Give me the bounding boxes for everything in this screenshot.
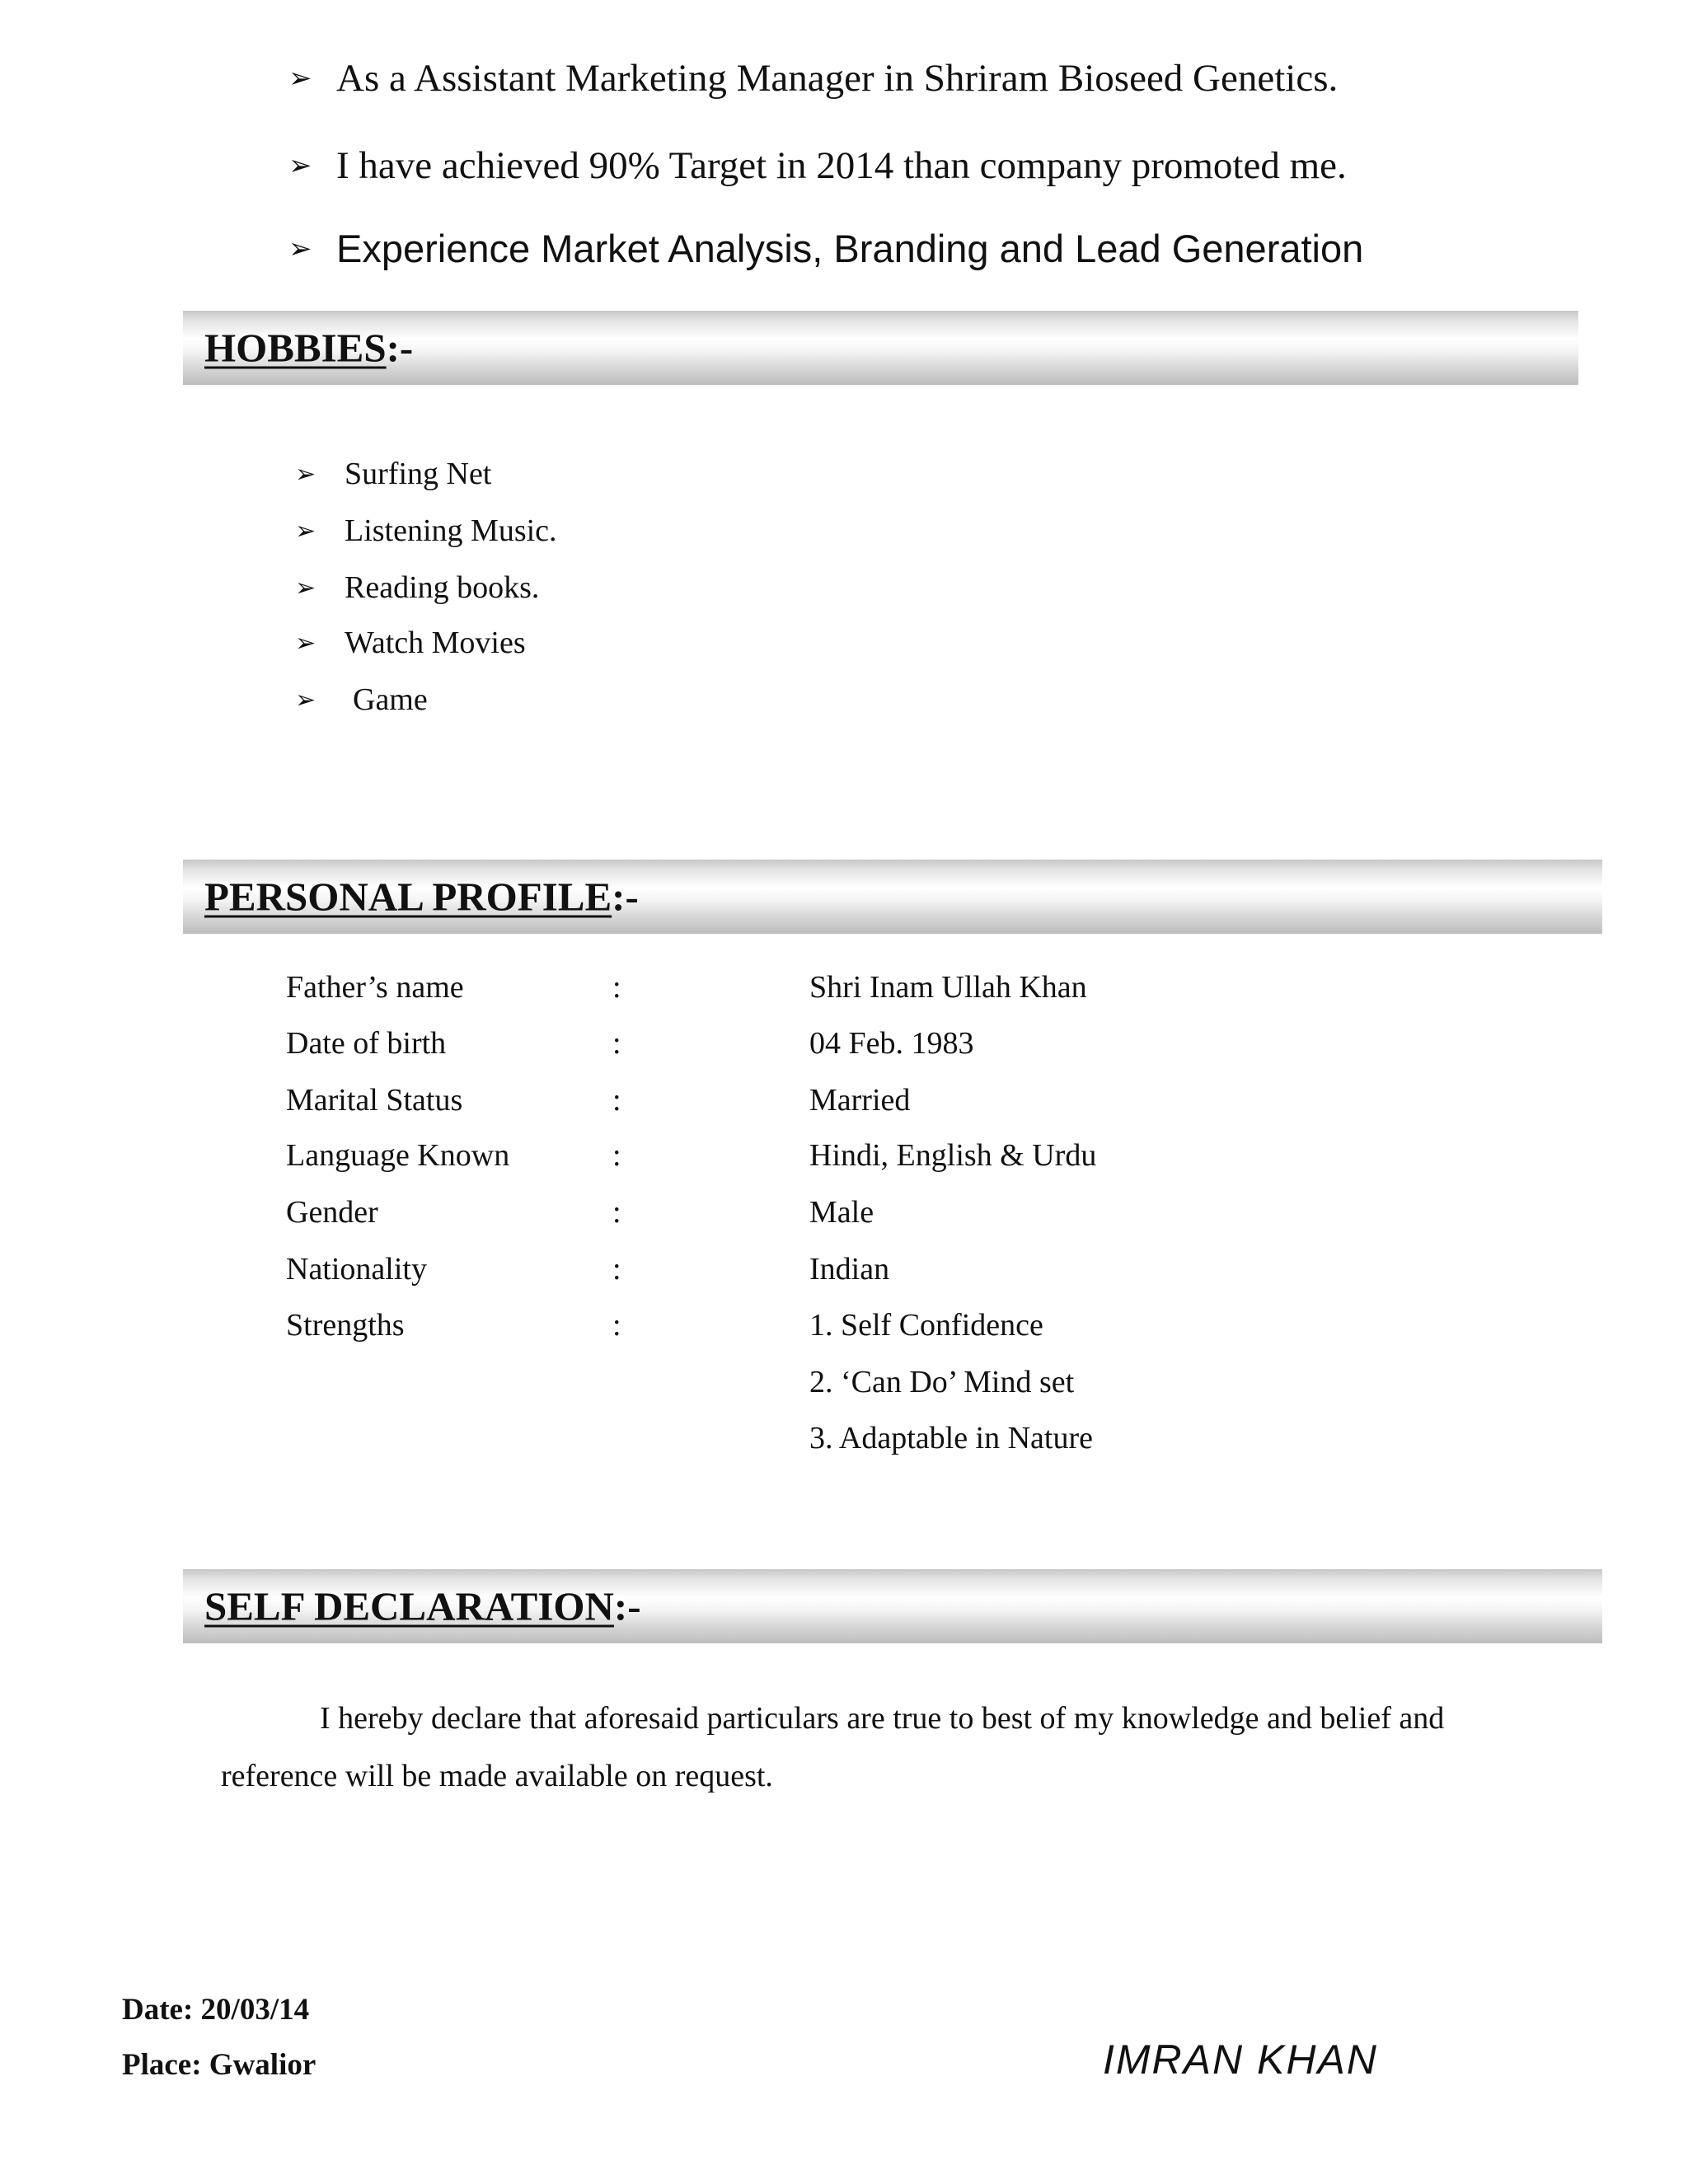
hobby-item <box>295 513 557 549</box>
profile-label: Language Known <box>286 1138 510 1173</box>
arrow-bullet-icon: ➢ <box>295 628 316 658</box>
arrow-bullet-icon: ➢ <box>295 573 316 602</box>
arrow-bullet-icon: ➢ <box>295 685 316 715</box>
profile-colon: : <box>612 1308 621 1343</box>
declaration-text-line2: reference will be made available on request. <box>221 1759 773 1793</box>
hobbies-heading: HOBBIES:- <box>204 325 414 371</box>
declaration-heading: SELF DECLARATION:- <box>204 1583 641 1629</box>
experience-text: I have achieved 90% Target in 2014 than company promoted me. <box>336 144 1347 187</box>
profile-label: Gender <box>286 1195 378 1230</box>
hobby-item <box>295 569 539 606</box>
profile-colon: : <box>612 1026 621 1061</box>
hobby-item <box>295 682 428 718</box>
profile-label: Strengths <box>286 1308 405 1343</box>
signature-name: IMRAN KHAN <box>1103 2036 1378 2083</box>
arrow-bullet-icon: ➢ <box>288 232 312 265</box>
profile-value: Hindi, English & Urdu <box>809 1138 1097 1173</box>
arrow-bullet-icon: ➢ <box>288 62 312 95</box>
arrow-bullet-icon: ➢ <box>295 516 316 546</box>
profile-colon: : <box>612 1252 621 1286</box>
profile-label: Marital Status <box>286 1083 463 1118</box>
profile-label: Date of birth <box>286 1026 447 1061</box>
declaration-text-line1: I hereby declare that aforesaid particulars are true to best of my knowledge and belief and <box>320 1701 1445 1736</box>
profile-label: Nationality <box>286 1252 427 1286</box>
hobby-item <box>295 625 526 661</box>
date-line: Date: 20/03/14 <box>122 1993 310 2027</box>
hobbies-header-bar <box>183 311 1578 385</box>
experience-item <box>288 226 1363 271</box>
arrow-bullet-icon: ➢ <box>288 149 312 182</box>
profile-colon: : <box>612 970 621 1005</box>
profile-value: 1. Self Confidence <box>809 1308 1043 1343</box>
hobby-text: Game <box>353 682 428 717</box>
declaration-header-bar <box>183 1569 1602 1643</box>
experience-text: Experience Market Analysis, Branding and Lead Generation <box>336 227 1364 270</box>
experience-text: As a Assistant Marketing Manager in Shriram Bioseed Genetics. <box>336 57 1339 100</box>
profile-value: Male <box>809 1195 874 1230</box>
profile-value: Shri Inam Ullah Khan <box>809 970 1087 1005</box>
hobby-text: Watch Movies <box>345 626 526 660</box>
profile-colon: : <box>612 1138 621 1173</box>
profile-value: Indian <box>809 1252 890 1286</box>
strength-item: 2. ‘Can Do’ Mind set <box>809 1365 1075 1399</box>
profile-heading: PERSONAL PROFILE:- <box>204 874 639 920</box>
hobby-text: Reading books. <box>345 570 540 605</box>
arrow-bullet-icon: ➢ <box>295 459 316 489</box>
place-line: Place: Gwalior <box>122 2048 316 2082</box>
profile-colon: : <box>612 1083 621 1118</box>
profile-value: 04 Feb. 1983 <box>809 1026 974 1061</box>
hobby-text: Surfing Net <box>345 457 492 491</box>
hobby-item <box>295 456 491 492</box>
strength-item: 3. Adaptable in Nature <box>809 1421 1094 1455</box>
profile-colon: : <box>612 1195 621 1230</box>
experience-item <box>288 56 1338 101</box>
experience-item <box>288 143 1347 188</box>
profile-label: Father’s name <box>286 970 464 1005</box>
profile-value: Married <box>809 1083 911 1118</box>
hobby-text: Listening Music. <box>345 513 557 548</box>
profile-header-bar <box>183 860 1602 934</box>
